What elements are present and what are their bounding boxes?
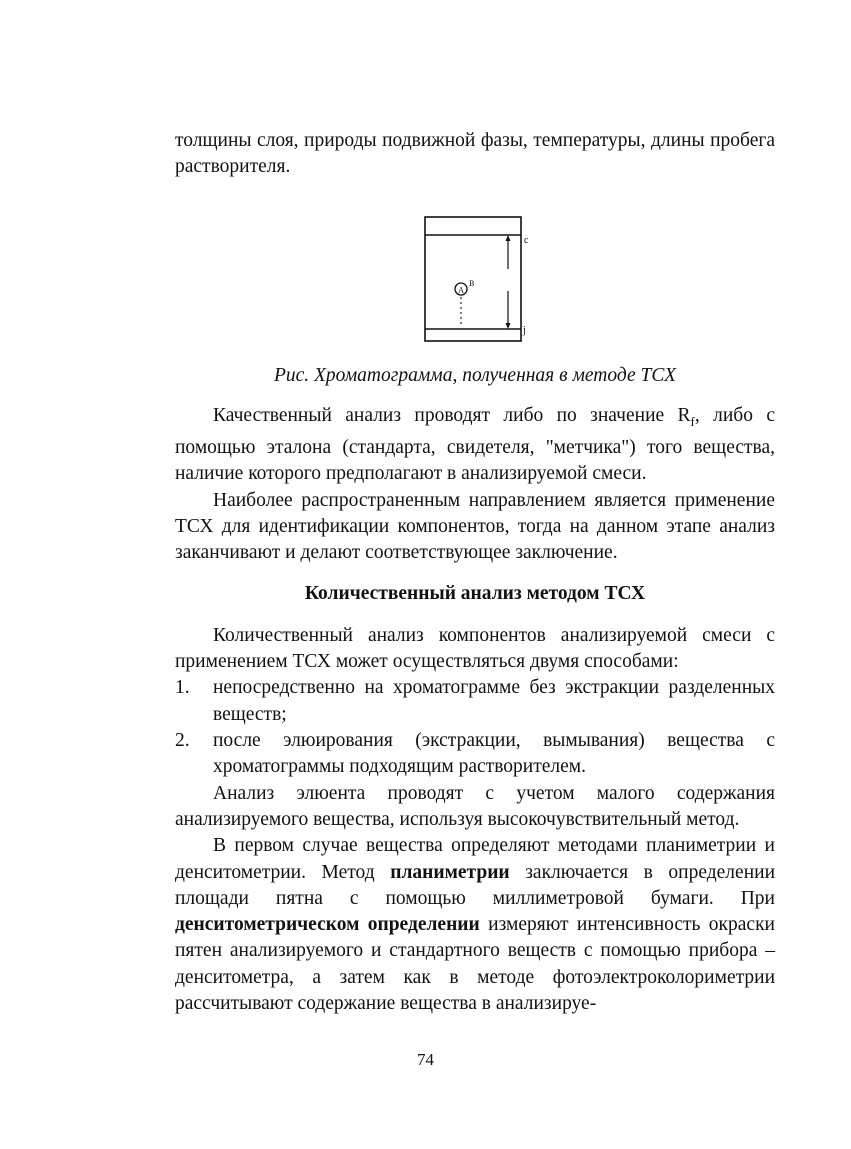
paragraph-text: , либо с помощью эталона (стандарта, свидетеля, "метчика") того вещества, наличие которого предполагают в анализируемой смеси.	[175, 404, 775, 485]
list-item	[175, 675, 775, 728]
rf-subscript: f	[690, 413, 695, 429]
list-text: непосредственно на хроматограмме без экстракции разделенных веществ;	[213, 677, 775, 725]
paragraph-qualitative	[175, 403, 775, 488]
paragraph-text: измеряют интенсивность окраски пятен анализируемого и стандартного веществ с помощью прибора – денситометра, а затем как в методе фотоэлектроколориметрии рассчитывают содержание вещества в анализируе-	[175, 914, 775, 1015]
paragraph-quantitative: Количественный анализ компонентов анализируемой смеси с применением ТСХ может осуществляться двумя способами:	[175, 624, 775, 673]
label-j: j	[523, 324, 526, 336]
intro-paragraph: толщины слоя, природы подвижной фазы, температуры, длины пробега растворителя.	[175, 130, 775, 178]
paragraph-text: Качественный анализ проводят либо по значение R	[213, 404, 691, 426]
list-number: 1.	[175, 677, 190, 699]
page-content	[175, 128, 775, 1017]
list-text: после элюирования (экстракции, вымывания) вещества с хроматограммы подходящим растворителем.	[213, 730, 775, 778]
section-heading: Количественный анализ методом ТСХ	[304, 582, 646, 604]
bold-term-planimetry: планиметрии	[390, 861, 510, 883]
chromatogram-diagram	[407, 211, 547, 351]
methods-list	[175, 675, 775, 780]
label-c: c	[524, 234, 529, 246]
spot-a-label: A	[458, 285, 464, 295]
list-number: 2.	[175, 730, 190, 752]
bold-term-densitometry: денситометрическом определении	[175, 914, 480, 936]
figure-caption: Рис. Хроматограмма, полученная в методе ТСХ	[273, 364, 677, 386]
spot-b-label: B	[469, 278, 475, 288]
page-number: 74	[417, 1050, 434, 1069]
paragraph-identification: Наиболее распространенным направлением является применение ТСХ для идентификации компонентов, тогда на данном этапе анализ заканчивают и делают соответствующее заключение.	[175, 489, 775, 564]
paragraph-eluent: Анализ элюента проводят с учетом малого содержания анализируемого вещества, используя высокочувствительный метод.	[175, 782, 775, 830]
chromatogram-figure	[175, 211, 775, 361]
list-item	[175, 728, 775, 781]
paragraph-densitometry	[175, 833, 775, 1017]
paragraph-text: заключается в определении площади пятна с помощью миллиметровой бумаги. При	[175, 861, 776, 909]
paragraph-text: В первом случае вещества определяют методами планиметрии и денситометрии. Метод	[175, 835, 775, 883]
